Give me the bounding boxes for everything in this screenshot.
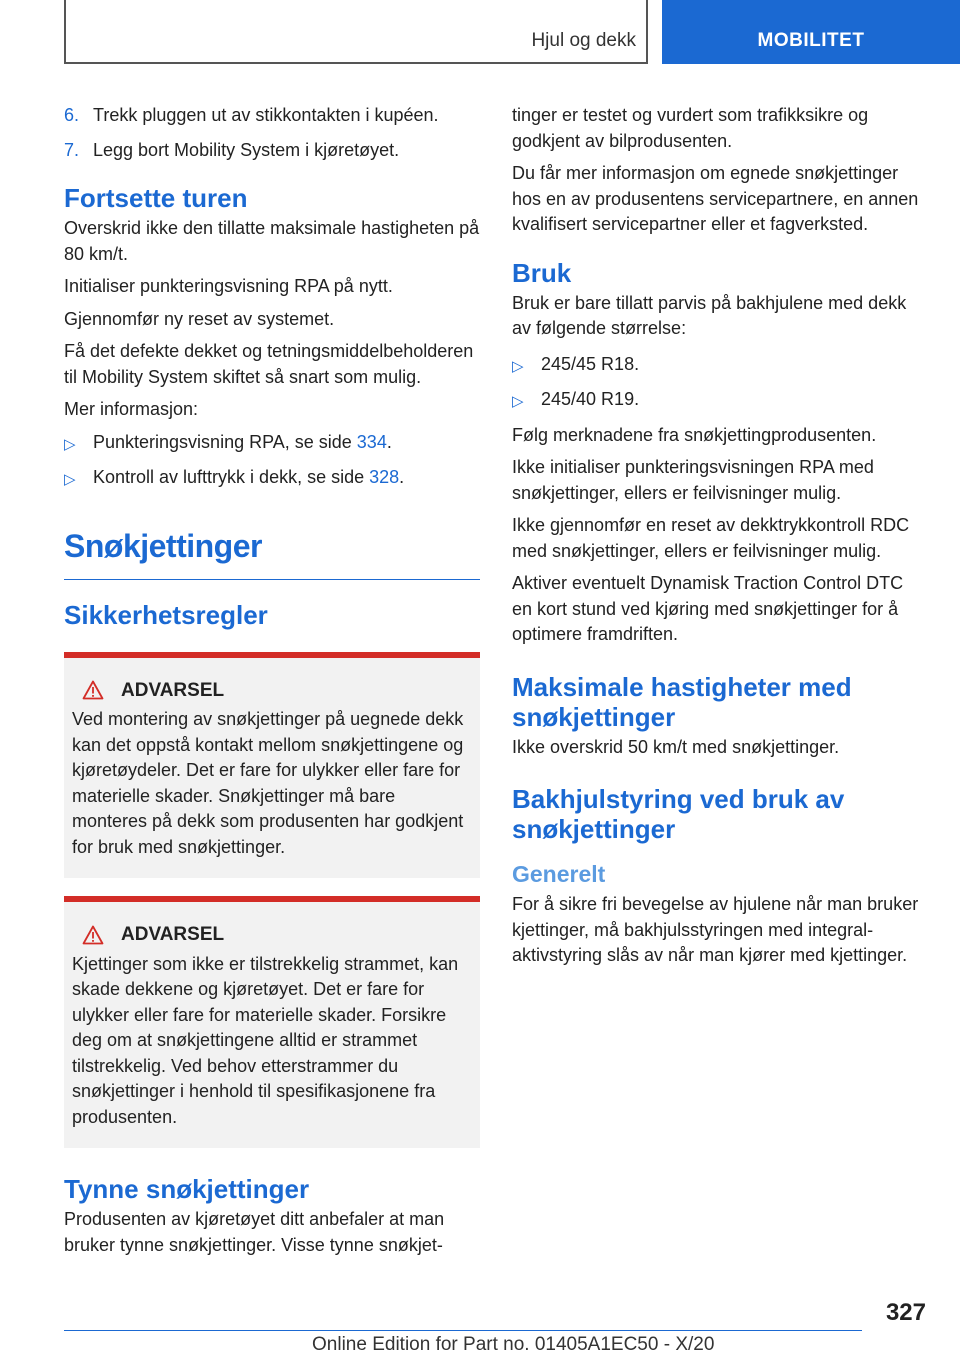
heading-rear-steering: Bakhjulstyring ved bruk av snøkjettinger [512,784,845,844]
paragraph: Følg merknadene fra snøkjettingprodusenten. [512,424,877,445]
step-text: Legg bort Mobility System i kjøretøyet. [93,139,400,160]
warning-triangle-icon [82,680,104,700]
step-text: Trekk pluggen ut av stikkontakten i kupéen. [93,105,439,125]
warning-triangle-icon [82,925,104,945]
heading-thin-chains: Tynne snøkjettinger [64,1174,310,1204]
list-item [512,387,928,415]
paragraph: Ikke overskrid 50 km/t med snøkjettinger. [512,736,840,757]
step-number: 7. [64,139,80,160]
triangle-bullet-icon: ▷ [512,357,524,375]
right-column [512,103,928,976]
heading-general: Generelt [512,861,606,887]
warning-label: ADVARSEL [121,924,225,945]
chapter-title: Snøkjettinger [64,527,480,580]
list-item-text: Punkteringsvisning RPA, se side [93,431,357,452]
page-number: 327 [885,1299,926,1326]
paragraph: tinger er testet og vurdert som trafikksikre og godkjent av bilprodusenten. [512,105,869,151]
list-item [512,352,928,380]
paragraph: Du får mer informasjon om egnede snøkjettinger hos en av produsentens servicepartnere, en annen kvalifisert servicepartner eller et fagverksted. [512,163,919,234]
page-link[interactable]: 328 [369,467,400,487]
heading-safety: Sikkerhetsregler [64,599,268,630]
step-item [64,138,480,164]
paragraph: Ikke initialiser punkteringsvisningen RPA med snøkjettinger, ellers er feilvisninger mulig. [512,457,874,503]
footer-edition: Online Edition for Part no. 01405A1EC50 - X/20 [312,1334,715,1355]
list-item: ▷ Punkteringsvisning RPA, se side 334. [64,430,480,458]
triangle-bullet-icon: ▷ [64,435,76,453]
page-link[interactable]: 334 [356,431,387,452]
heading-continue: Fortsette turen [64,183,248,213]
step-number: 6. [64,105,80,125]
list-item-text: 245/40 R19. [541,389,640,409]
paragraph: Ikke gjennomfør en reset av dekktrykkontroll RDC med snøkjettinger, ellers er feilvisninger mulig. [512,515,910,561]
heading-use: Bruk [512,257,572,288]
paragraph: Mer informasjon: [64,399,199,419]
paragraph: Overskrid ikke den tillatte maksimale hastigheten på 80 km/t. [64,218,480,264]
paragraph: Produsenten av kjøretøyet ditt anbefaler at man bruker tynne snøkjettinger. Visse tynne snøkjet- [64,1209,445,1255]
list-item: ▷ Kontroll av lufttrykk i dekk, se side 328. [64,465,480,493]
list-item-text: 245/45 R18. [541,353,640,374]
footer-divider [64,1330,862,1331]
paragraph: For å sikre fri bevegelse av hjulene når man bruker kjettinger, må bakhjulsstyringen med integral-aktivstyring slås av når man kjører med kjettinger. [512,894,919,965]
triangle-bullet-icon: ▷ [512,393,524,410]
left-column [64,103,480,1265]
warning-text: Ved montering av snøkjettinger på uegnede dekk kan det oppstå kontakt mellom snøkjettingene og kjøretøydeler. Det er fare for ulykker eller fare for materielle skader. Snøkjettinger må bare monteres på dekk som produsenten har godkjent for bruk med snøkjettinger. [72,709,464,857]
triangle-bullet-icon: ▷ [64,471,76,488]
paragraph: Gjennomfør ny reset av systemet. [64,308,335,329]
paragraph: Bruk er bare tillatt parvis på bakhjulene med dekk av følgende størrelse: [512,292,907,338]
step-item [64,103,480,129]
warning-label: ADVARSEL [121,679,225,701]
warning-text: Kjettinger som ikke er tilstrekkelig strammet, kan skade dekkene og kjøretøyet. Det er fare for ulykker eller fare for materielle skader. Forsikre deg om at snøkjettingene alltid er strammet tilstrekkelig. Ved behov etterstrammer du snøkjettinger i henhold til spesifikasjonene fra produsenten. [72,953,459,1127]
paragraph: Få det defekte dekket og tetningsmiddelbeholderen til Mobility System skiftet så snart som mulig. [64,341,474,387]
heading-max-speed: Maksimale hastigheter med snøkjettinger [512,671,852,732]
warning-box [64,896,480,1148]
paragraph: Initialiser punkteringsvisning RPA på nytt. [64,276,393,296]
header-chapter-tab[interactable]: MOBILITET [662,0,960,64]
paragraph: Aktiver eventuelt Dynamisk Traction Control DTC en kort stund ved kjøring med snøkjettinger for å optimere framdriften. [512,573,904,644]
list-item-text: Kontroll av lufttrykk i dekk, se side [93,467,370,487]
warning-box [64,652,480,879]
header-section-title: Hjul og dekk [531,30,636,51]
